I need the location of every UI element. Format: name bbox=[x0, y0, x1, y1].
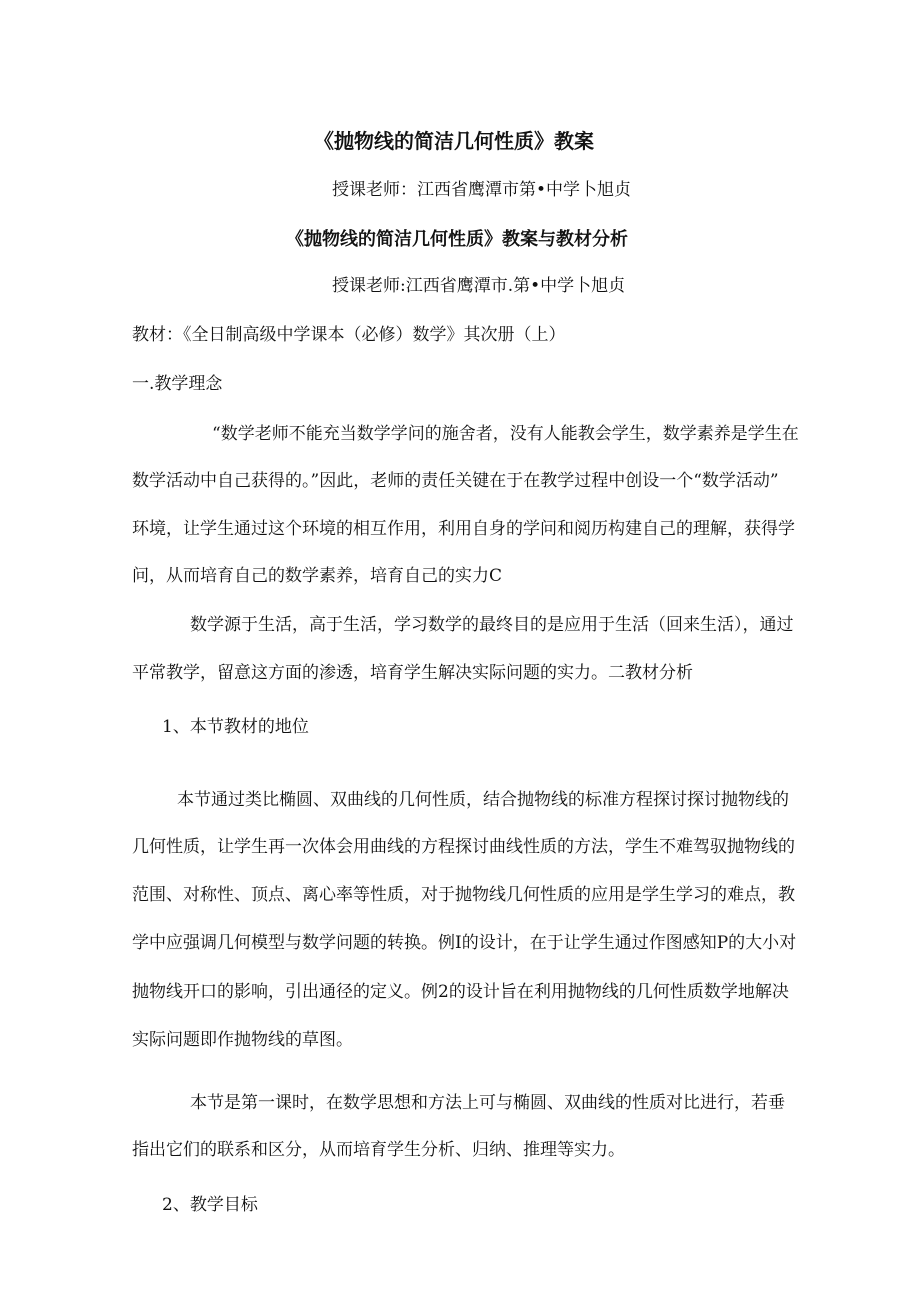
section-heading-teaching-philosophy: 一.教学理念 bbox=[132, 374, 223, 394]
paragraph-line: 本节是第一课时，在数学思想和方法上可与椭圆、双曲线的性质对比进行，若垂 bbox=[190, 1093, 785, 1113]
paragraph-line: 范围、对称性、顶点、离心率等性质，对于抛物线几何性质的应用是学生学习的难点，教 bbox=[132, 885, 795, 905]
paragraph-line: 指出它们的联系和区分，从而培育学生分析、归纳、推理等实力。 bbox=[132, 1140, 625, 1160]
paragraph-line: “数学老师不能充当数学学问的施舍者，没有人能教会学生，数学素养是学生在 bbox=[212, 424, 799, 444]
document-subtitle: 《抛物线的简洁几何性质》教案与教材分析 bbox=[286, 229, 628, 250]
paragraph-line: 环境，让学生通过这个环境的相互作用，利用自身的学问和阅历构建自己的理解，获得学 bbox=[132, 519, 795, 539]
paragraph-line: 数学源于生活，高于生活，学习数学的最终目的是应用于生活（回来生活），通过 bbox=[190, 615, 794, 635]
paragraph-line: 学中应强调几何模型与数学问题的转换。例I的设计，在于让学生通过作图感知P的大小对 bbox=[132, 933, 797, 953]
teacher-line: 授课老师：江西省鹰潭市第•中学卜旭贞 bbox=[332, 180, 632, 200]
paragraph-line: 实际问题即作抛物线的草图。 bbox=[132, 1030, 353, 1050]
paragraph-line: 几何性质，让学生再一次体会用曲线的方程探讨曲线性质的方法，学生不难驾驭抛物线的 bbox=[132, 837, 795, 857]
subsection-heading-teaching-objectives: 2、教学目标 bbox=[162, 1195, 258, 1215]
paragraph-line: 抛物线开口的影响，引出通径的定义。例2的设计旨在利用抛物线的几何性质数学地解决 bbox=[132, 982, 789, 1002]
teacher-line-2: 授课老师:江西省鹰潭市.第•中学卜旭贞 bbox=[332, 276, 626, 296]
paragraph-line: 数学活动中自己获得的。”因此，老师的责任关键在于在教学过程中创设一个“数学活动” bbox=[132, 471, 779, 491]
paragraph-line: 问，从而培育自己的数学素养，培育自己的实力C bbox=[132, 566, 503, 586]
paragraph-line: 本节通过类比椭圆、双曲线的几何性质，结合抛物线的标准方程探讨探讨抛物线的 bbox=[177, 790, 789, 810]
subsection-heading-textbook-position: 1、本节教材的地位 bbox=[162, 717, 309, 737]
textbook-line: 教材：《全日制高级中学课本（必修）数学》其次册（上） bbox=[132, 325, 566, 345]
document-title: 《抛物线的简洁几何性质》教案 bbox=[314, 129, 594, 153]
paragraph-line: 平常教学，留意这方面的渗透，培育学生解决实际问题的实力。二教材分析 bbox=[132, 663, 693, 683]
